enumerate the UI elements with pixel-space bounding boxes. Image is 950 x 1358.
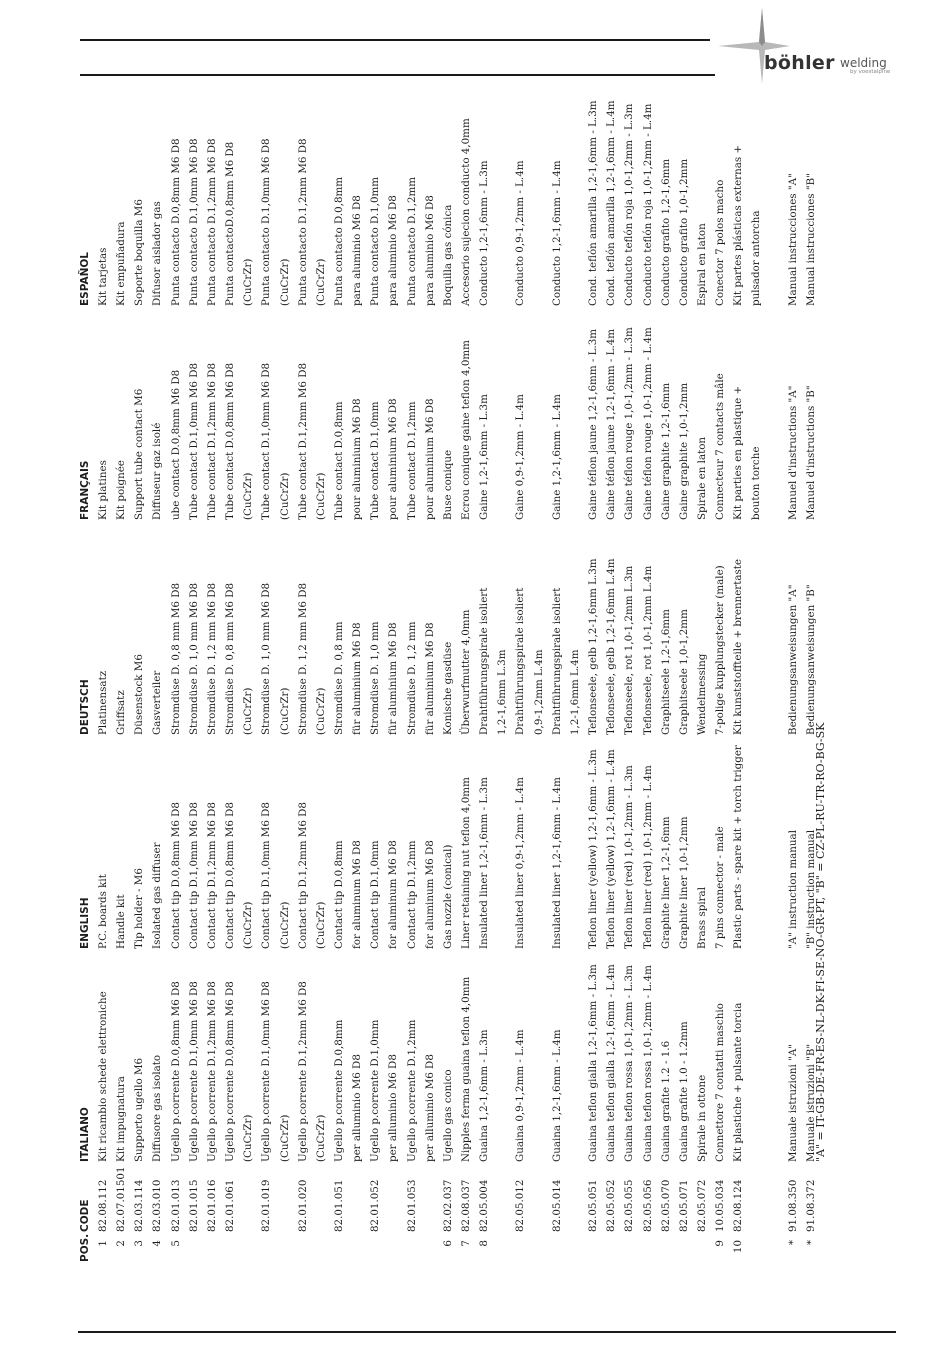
table-cell: Connecteur 7 contacts mâle — [714, 373, 727, 520]
table-cell: Stromdüse D. 1,2 mm — [405, 621, 418, 735]
table-cell: Ugello p.corrente D.1,0mm M6 D8 — [260, 981, 273, 1162]
table-cell: (CuCrZr) — [278, 258, 291, 306]
table-cell: (CuCrZr) — [242, 901, 255, 949]
table-cell: Support tube contact M6 — [133, 388, 146, 520]
table-cell: Kit plastiche + pulsante torcia — [732, 1002, 745, 1162]
table-cell: Conducto teflón roja 1,0-1,2mm - L.3m — [623, 103, 636, 306]
table-cell: 1 — [97, 1240, 109, 1247]
table-cell: Guaina grafite 1.2 - 1.6 — [659, 1040, 672, 1162]
table-cell: 7-polige kupplungstecker (male) — [714, 565, 727, 735]
spare-parts-table — [76, 102, 906, 1262]
table-cell: Ugello p.corrente D.1,2mm M6 D8 — [205, 981, 218, 1162]
table-cell: Stromdüse D. 1,2 mm M6 D8 — [205, 582, 218, 735]
table-cell: 82.05.014 — [550, 1179, 563, 1232]
table-cell: Contact tip D.1,2mm M6 D8 — [205, 802, 218, 949]
table-cell: Accesorio sujecion conducto 4,0mm — [460, 118, 472, 306]
table-cell: Guaina teflon gialla 1,2-1,6mm - L.3m — [587, 964, 600, 1162]
table-cell: 82.03.010 — [151, 1179, 164, 1232]
table-row — [602, 102, 620, 1262]
table-cell: pour aluminium M6 D8 — [387, 398, 400, 520]
table-cell: Contact tip D.1,0mm — [369, 840, 382, 949]
table-cell: 82.01.019 — [260, 1179, 273, 1232]
table-cell: * — [786, 1240, 799, 1246]
table-cell: 82.08.112 — [97, 1179, 109, 1232]
table-cell: 0,9-1,2mm L.4m — [532, 649, 545, 735]
table-cell: Conducto 0,9-1,2mm - L.4m — [514, 160, 527, 306]
table-row — [185, 102, 203, 1262]
table-cell: ube contact D.0,8mm M6 D8 — [169, 369, 182, 520]
table-row — [221, 102, 239, 1262]
table-cell: Tube contact D.1,0mm — [369, 401, 382, 520]
table-cell: Guaina 1,2-1,6mm - L.3m — [478, 1029, 491, 1162]
table-row — [747, 102, 765, 1262]
table-row — [439, 102, 457, 1262]
table-cell: Contact tip D.0,8mm — [332, 840, 345, 949]
table-cell: Guaina teflon rossa 1,0-1,2mm - L.3m — [623, 965, 636, 1162]
table-cell: para aluminio M6 D8 — [423, 195, 436, 306]
table-cell: Gaine 0,9-1,2mm - L.4m — [514, 394, 527, 520]
table-cell: Teflon liner (yellow) 1,2-1,6mm - L.4m — [605, 749, 618, 949]
table-row — [167, 102, 185, 1262]
table-cell: 82.02.037 — [441, 1179, 454, 1232]
table-cell: 82.05.070 — [659, 1179, 672, 1232]
table-cell: (CuCrZr) — [242, 258, 255, 306]
table-cell: Guaina grafite 1.0 - 1.2mm — [677, 1021, 690, 1162]
table-row — [112, 102, 130, 1262]
table-cell: Bedienungsanweisungen "A" — [786, 584, 799, 735]
table-cell: Gaine téflon jaune 1,2-1,6mm - L.4m — [605, 328, 618, 520]
table-cell: Manuale istruzioni "A" — [786, 1043, 799, 1162]
table-cell: Stromdüse D. 1,0 mm — [369, 621, 382, 735]
table-cell: Espiral en laton — [695, 223, 708, 306]
table-row — [729, 102, 747, 1262]
table-cell: Insulated liner 1,2-1,6mm - L.3m — [478, 777, 491, 949]
table-row — [403, 102, 421, 1262]
table-cell: Kit partes plásticas externas + — [732, 144, 745, 306]
table-cell: 7 pins connector - male — [714, 826, 727, 949]
table-cell: 10.05.034 — [714, 1179, 727, 1232]
table-cell: Gaine téflon rouge 1,0-1,2mm - L.4m — [641, 327, 654, 520]
table-cell: Handle kit — [115, 894, 128, 949]
table-cell: pour aluminium M6 D8 — [423, 398, 436, 520]
table-cell: Tube contact D.0,8mm M6 D8 — [224, 362, 237, 520]
table-cell: Kit poignée — [115, 460, 128, 520]
table-cell: Kit parties en plastique + — [732, 385, 745, 520]
table-row — [693, 102, 711, 1262]
table-cell: pulsador antorcha — [750, 210, 763, 306]
table-cell: Diffusore gas isolato — [151, 1054, 164, 1162]
table-cell: Insulated liner 1,2-1,6mm - L.4m — [550, 777, 563, 949]
table-cell: Ugello p.corrente D.1,0mm — [369, 1019, 382, 1162]
table-cell: 82.01.061 — [224, 1179, 237, 1232]
table-cell: 82.05.052 — [605, 1179, 618, 1232]
table-row — [257, 102, 275, 1262]
table-cell: 82.01.016 — [205, 1179, 218, 1232]
table-row — [130, 102, 148, 1262]
table-cell: Guaina teflon gialla 1,2-1,6mm - L.4m — [605, 964, 618, 1162]
table-cell: Gaine téflon rouge 1,0-1,2mm - L.3m — [623, 327, 636, 520]
table-row — [639, 102, 657, 1262]
table-cell: Stromdüse D. 0,8 mm — [332, 621, 345, 735]
table-cell: 82.08.124 — [732, 1179, 745, 1232]
table-cell: Gaine graphite 1,2-1,6mm — [659, 382, 672, 520]
table-cell: Platinensatz — [97, 670, 109, 735]
table-cell: (CuCrZr) — [314, 258, 327, 306]
table-cell: "B" instruction manual — [804, 829, 817, 949]
table-cell: Insulated liner 0,9-1,2mm - L.4m — [514, 777, 527, 949]
table-row — [330, 102, 348, 1262]
table-cell: Teflon liner (yellow) 1,2-1,6mm - L.3m — [587, 749, 600, 949]
table-row — [620, 102, 638, 1262]
table-cell: Bedienungsanweisungen "B" — [804, 584, 817, 735]
table-cell: Cond. teflón amarilla 1,2-1,6mm - L.3m — [587, 100, 600, 306]
table-cell: para aluminio M6 D8 — [351, 195, 364, 306]
table-cell: Connettore 7 contatti maschio — [714, 1003, 727, 1162]
table-cell: Conducto grafito 1,2-1,6mm — [659, 158, 672, 306]
table-cell: Ugello p.corrente D.1,2mm — [405, 1019, 418, 1162]
table-cell: Teflonseele, rot 1,0-1,2mm L.3m — [623, 565, 636, 735]
table-cell: Soporte boquilla M6 — [133, 199, 146, 306]
table-cell: Griffsatz — [115, 690, 128, 735]
table-cell: Stromdüse D. 0,8 mm M6 D8 — [224, 582, 237, 735]
table-cell: for aluminum M6 D8 — [351, 840, 364, 949]
table-cell: Teflonseele, gelb 1,2-1,6mm L.4m — [605, 558, 618, 735]
table-cell: Diffuseur gaz isolé — [151, 422, 164, 520]
table-cell: Contact tip D.1,0mm M6 D8 — [187, 802, 200, 949]
table-cell: Drahtführungspirale isoliert — [514, 587, 527, 735]
table-cell: Punta contacto D.1,2mm — [405, 176, 418, 306]
table-row — [530, 102, 548, 1262]
table-cell: (CuCrZr) — [314, 687, 327, 735]
table-cell: Contact tip D.1,2mm — [405, 840, 418, 949]
table-cell: (CuCrZr) — [314, 472, 327, 520]
table-cell: Contact tip D.1,2mm M6 D8 — [296, 802, 309, 949]
table-cell: Ecrou conique gaine teflon 4,0mm — [460, 340, 472, 520]
table-cell: Plastic parts - spare kit + torch trigger — [732, 745, 745, 949]
table-cell: 1,2-1,6mm L.4m — [568, 649, 581, 735]
header-rule-bottom — [80, 74, 715, 76]
table-cell: Tube contact D.1,2mm M6 D8 — [296, 362, 309, 520]
table-cell: Gaine téflon jaune 1,2-1,6mm - L.3m — [587, 328, 600, 520]
table-row — [366, 102, 384, 1262]
table-cell: Ugello p.corrente D.1,2mm M6 D8 — [296, 981, 309, 1162]
table-row — [421, 102, 439, 1262]
table-row — [493, 102, 511, 1262]
table-cell: Boquilla gas cónica — [441, 204, 454, 306]
table-cell: (CuCrZr) — [278, 687, 291, 735]
table-cell: Ugello p.corrente D.0,8mm M6 D8 — [169, 981, 182, 1162]
table-cell: 6 — [441, 1240, 454, 1247]
table-row — [711, 102, 729, 1262]
table-cell: (CuCrZr) — [278, 1114, 291, 1162]
table-cell: (CuCrZr) — [242, 1114, 255, 1162]
table-cell: Punta contacto D.0,8mm — [332, 176, 345, 306]
table-cell: Graphite liner 1,0-1,2mm — [677, 816, 690, 949]
table-cell: Conducto 1,2-1,6mm - L.4m — [550, 160, 563, 306]
table-cell: Ugello gas conico — [441, 1069, 454, 1162]
table-cell: Supporto ugello M6 — [133, 1057, 146, 1162]
table-cell: Cond. teflón amarilla 1,2-1,6mm - L.4m — [605, 100, 618, 306]
table-cell: Punta contacto D.1,0mm M6 D8 — [187, 138, 200, 306]
table-cell: für aluminium M6 D8 — [387, 622, 400, 735]
table-cell: Teflonseele, rot 1,0-1,2mm L.4m — [641, 565, 654, 735]
table-row — [675, 102, 693, 1262]
header-code: CODE — [79, 1199, 91, 1232]
header-rule-top — [80, 39, 710, 41]
table-cell: bouton torche — [750, 446, 763, 520]
table-cell: Guaina 0,9-1,2mm - L.4m — [514, 1029, 527, 1162]
table-cell: Teflonseele, gelb 1,2-1,6mm L.3m — [587, 558, 600, 735]
table-cell: 9 — [714, 1240, 727, 1247]
table-cell: Tube contact D.1,2mm — [405, 401, 418, 520]
table-cell: P.C. boards kit — [97, 874, 109, 949]
table-cell: Gas nozzle (conical) — [441, 844, 454, 949]
table-cell: Stromdüse D. 1,2 mm M6 D8 — [296, 582, 309, 735]
table-cell: Isolated gas diffuser — [151, 842, 164, 949]
table-cell: Punta contacto D.1,2mm M6 D8 — [296, 138, 309, 306]
table-cell: 91.08.350 — [786, 1179, 799, 1232]
language-footnote: "A" = IT-GB-DE-FR-ES-NL-DK-FI-SE-NO-GR-PT, "B" = CZ-PL-RU-TR-RO-BG-SK — [814, 722, 827, 1162]
table-cell: (CuCrZr) — [314, 901, 327, 949]
table-cell: for aluminum M6 D8 — [387, 840, 400, 949]
table-cell: 82.05.012 — [514, 1179, 527, 1232]
table-row — [548, 102, 566, 1262]
table-cell: 4 — [151, 1240, 164, 1247]
table-cell: Wendelmessing — [695, 653, 708, 735]
table-cell: Manual instrucciones "B" — [804, 173, 817, 306]
table-cell: Buse conique — [441, 449, 454, 520]
table-cell: Conector 7 polos macho — [714, 179, 727, 306]
table-cell: para aluminio M6 D8 — [387, 195, 400, 306]
table-row — [94, 102, 112, 1262]
table-row — [348, 102, 366, 1262]
table-cell: Conducto grafito 1,0-1,2mm — [677, 158, 690, 306]
table-row — [784, 102, 802, 1262]
table-cell: Punta contacto D.0,8mm M6 D8 — [169, 138, 182, 306]
table-cell: Stromdüse D. 1,0 mm M6 D8 — [260, 582, 273, 735]
table-cell: Punta contactoD.0,8mm M6 D8 — [224, 141, 237, 306]
table-row — [148, 102, 166, 1262]
table-cell: 3 — [133, 1240, 146, 1247]
table-cell: 82.08.037 — [460, 1179, 472, 1232]
table-cell: Tube contact D.0,8mm — [332, 401, 345, 520]
table-row — [384, 102, 402, 1262]
bohler-star-icon — [712, 6, 792, 86]
table-cell: per alluminio M6 D8 — [423, 1054, 436, 1162]
table-cell: Kit ricambio schede elettroniche — [97, 991, 109, 1162]
table-cell: 8 — [478, 1240, 491, 1247]
table-cell: 82.05.056 — [641, 1179, 654, 1232]
table-cell: Ugello p.corrente D.0,8mm M6 D8 — [224, 981, 237, 1162]
table-cell: Manuel d'instructions "A" — [786, 385, 799, 520]
table-cell: Ugello p.corrente D.1,0mm M6 D8 — [187, 981, 200, 1162]
table-row — [511, 102, 529, 1262]
table-cell: 82.01.052 — [369, 1179, 382, 1232]
table-row — [566, 102, 584, 1262]
logo-wordmark: böhler — [764, 52, 835, 74]
table-cell: Kit tarjetas — [97, 247, 109, 306]
table-cell: Liner retaining nut teflon 4,0mm — [460, 777, 472, 949]
logo-welding: welding — [840, 56, 887, 70]
footer-rule — [78, 1331, 896, 1333]
header-deutsch: DEUTSCH — [79, 679, 91, 735]
table-cell: Stromdüse D. 1,0 mm M6 D8 — [187, 582, 200, 735]
table-cell: Nipples ferma guaina teflon 4,0mm — [460, 976, 472, 1162]
table-cell: Guaina teflon rossa 1,0-1,2mm - L.4m — [641, 965, 654, 1162]
table-cell: Tube contact D.1,2mm M6 D8 — [205, 362, 218, 520]
table-cell: Graphitseele 1,0-1,2mm — [677, 609, 690, 735]
table-row — [203, 102, 221, 1262]
table-cell: Spirale en laton — [695, 436, 708, 520]
table-cell: 82.01.015 — [187, 1179, 200, 1232]
table-cell: Manuale istruzioni "B" — [804, 1043, 817, 1162]
table-cell: 1,2-1,6mm L.3m — [496, 649, 509, 735]
table-cell: Kit impugnatura — [115, 1076, 128, 1162]
table-cell: "A" instruction manual — [786, 830, 799, 949]
table-cell: für aluminium M6 D8 — [351, 622, 364, 735]
table-cell: 82.05.004 — [478, 1179, 491, 1232]
table-cell: Graphite liner 1,2-1,6mm — [659, 816, 672, 949]
table-cell: 82.01.051 — [332, 1179, 345, 1232]
table-cell: Stromdüse D. 0,8 mm M6 D8 — [169, 582, 182, 735]
table-cell: Brass spiral — [695, 887, 708, 949]
table-cell: 10 — [732, 1240, 745, 1254]
table-cell: 82.03.114 — [133, 1179, 146, 1232]
table-cell: 5 — [169, 1240, 182, 1247]
table-cell: Punta contacto D.1,2mm M6 D8 — [205, 138, 218, 306]
table-row — [475, 102, 493, 1262]
table-row — [657, 102, 675, 1262]
table-cell: Punta contacto D.1,0mm — [369, 176, 382, 306]
table-cell: 82.01.020 — [296, 1179, 309, 1232]
table-cell: Konische gasdüse — [441, 641, 454, 735]
table-row — [312, 102, 330, 1262]
header-francais: FRANÇAIS — [79, 460, 91, 520]
table-cell: Teflon liner (red) 1,0-1,2mm - L.4m — [641, 765, 654, 949]
table-cell: (CuCrZr) — [278, 472, 291, 520]
table-cell: 82.05.072 — [695, 1179, 708, 1232]
table-cell: Gaine 1,2-1,6mm - L.4m — [550, 394, 563, 520]
table-cell: Gasverteiler — [151, 670, 164, 735]
table-cell: 82.01.053 — [405, 1179, 418, 1232]
table-cell: Difusor aislador gas — [151, 201, 164, 306]
table-cell: pour aluminium M6 D8 — [351, 398, 364, 520]
table-cell: Gaine 1,2-1,6mm - L.3m — [478, 394, 491, 520]
table-cell: für aluminium M6 D8 — [423, 622, 436, 735]
table-cell: Tube contact D.1,0mm M6 D8 — [260, 362, 273, 520]
table-header — [76, 102, 94, 1262]
table-cell: 82.05.055 — [623, 1179, 636, 1232]
table-row — [276, 102, 294, 1262]
table-cell: for aluminum M6 D8 — [423, 840, 436, 949]
table-cell: 91.08.372 — [804, 1179, 817, 1232]
table-cell: Spirale in ottone — [695, 1074, 708, 1162]
table-cell: 82.07.01501 — [115, 1166, 128, 1232]
table-cell: (CuCrZr) — [278, 901, 291, 949]
table-cell: Teflon liner (red) 1,0-1,2mm - L.3m — [623, 765, 636, 949]
table-row — [294, 102, 312, 1262]
table-cell: per alluminio M6 D8 — [351, 1054, 364, 1162]
table-cell: Kit empuñadura — [115, 221, 128, 306]
table-cell: Contact tip D.0,8mm M6 D8 — [224, 802, 237, 949]
table-cell: Kit kunststoffteile + brennertaste — [732, 558, 745, 735]
table-cell: (CuCrZr) — [242, 472, 255, 520]
table-row — [584, 102, 602, 1262]
bohler-logo — [712, 6, 912, 86]
table-cell: 7 — [460, 1240, 472, 1247]
table-cell: Kit platines — [97, 460, 109, 520]
table-row — [239, 102, 257, 1262]
table-cell: Gaine graphite 1,0-1,2mm — [677, 382, 690, 520]
table-cell: per alluminio M6 D8 — [387, 1054, 400, 1162]
table-cell: * — [804, 1240, 817, 1246]
table-cell: Überwurfmutter 4,0mm — [460, 609, 472, 735]
header-italiano: ITALIANO — [79, 1107, 91, 1162]
table-cell: 82.05.071 — [677, 1179, 690, 1232]
table-cell: Manuel d'instructions "B" — [804, 385, 817, 520]
table-cell: (CuCrZr) — [242, 687, 255, 735]
table-cell: Contact tip D.1,0mm M6 D8 — [260, 802, 273, 949]
table-cell: 82.05.051 — [587, 1179, 600, 1232]
table-cell: Tip holder - M6 — [133, 868, 146, 949]
table-row — [766, 102, 784, 1262]
table-cell: Punta contacto D.1,0mm M6 D8 — [260, 138, 273, 306]
table-row — [457, 102, 475, 1262]
logo-tagline: by voestalpine — [850, 69, 891, 75]
table-cell: Manual instrucciones "A" — [786, 173, 799, 306]
table-cell: Contact tip D.0,8mm M6 D8 — [169, 802, 182, 949]
table-cell: (CuCrZr) — [314, 1114, 327, 1162]
header-espanol: ESPAÑOL — [79, 252, 91, 306]
table-cell: Graphitseele 1,2-1,6mm — [659, 609, 672, 735]
table-cell: Tube contact D.1,0mm M6 D8 — [187, 362, 200, 520]
table-cell: Ugello p.corrente D.0,8mm — [332, 1019, 345, 1162]
table-cell: Conducto teflón roja 1,0-1,2mm - L.4m — [641, 103, 654, 306]
table-cell: 82.01.013 — [169, 1179, 182, 1232]
table-cell: Conducto 1,2-1,6mm - L.3m — [478, 160, 491, 306]
table-cell: Drahtführungspirale isoliert — [478, 587, 491, 735]
header-pos: POS. — [79, 1233, 91, 1262]
table-cell: 2 — [115, 1240, 128, 1247]
table-cell: Drahtführungspirale isoliert — [550, 587, 563, 735]
table-cell: Düsenstock M6 — [133, 654, 146, 735]
header-english: ENGLISH — [79, 897, 91, 949]
table-cell: Guaina 1,2-1,6mm - L.4m — [550, 1029, 563, 1162]
